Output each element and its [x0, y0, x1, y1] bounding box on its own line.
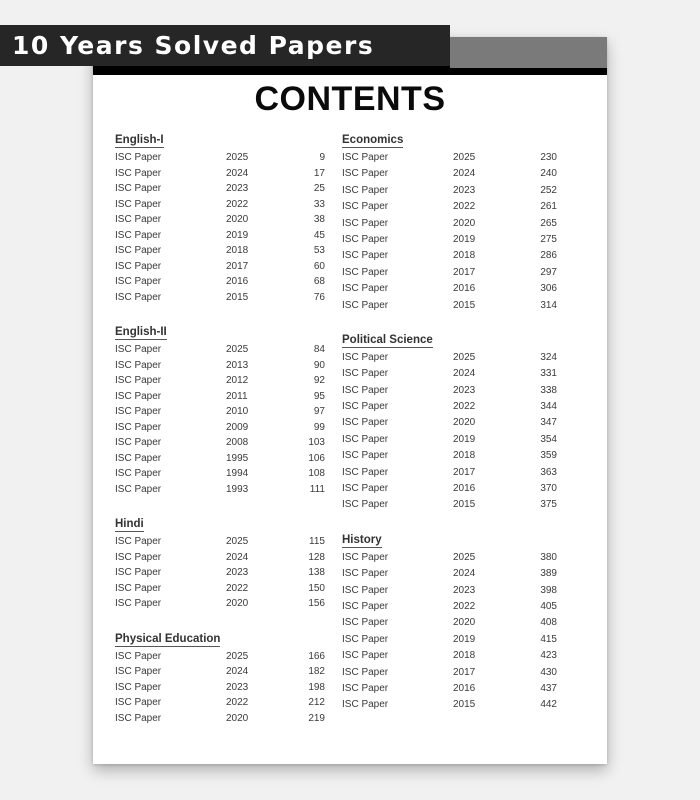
paper-year: 2024: [453, 368, 476, 380]
contents-row: [342, 699, 557, 715]
paper-label: ISC Paper: [342, 499, 389, 511]
page-number: 198: [308, 681, 325, 693]
contents-row: [115, 713, 330, 729]
paper-year: 2022: [226, 582, 249, 594]
paper-year: 2020: [226, 214, 249, 225]
contents-row: [115, 567, 330, 583]
series-banner: 10 Years Solved Papers: [0, 25, 450, 66]
contents-row: [342, 499, 557, 515]
section-title: English-I: [115, 134, 164, 146]
page-number: 106: [308, 452, 325, 464]
paper-label: ISC Paper: [342, 266, 389, 278]
contents-section: [115, 320, 330, 499]
page-number: 103: [308, 437, 325, 448]
contents-row: [342, 650, 557, 666]
paper-label: ISC Paper: [342, 168, 389, 180]
contents-row: [342, 300, 557, 316]
page-title: CONTENTS: [254, 80, 446, 118]
page-number: 111: [309, 483, 325, 495]
contents-row: [115, 214, 330, 230]
paper-year: 2020: [453, 617, 476, 629]
page-number: 344: [540, 401, 557, 413]
contents-row: [342, 168, 557, 184]
contents-row: [342, 368, 557, 384]
contents-row: [342, 401, 557, 417]
paper-label: ISC Paper: [115, 183, 162, 194]
paper-year: 2011: [226, 390, 248, 402]
paper-label: ISC Paper: [115, 276, 162, 287]
page-number: 230: [540, 152, 557, 163]
contents-row: [115, 682, 330, 698]
page-number: 389: [540, 568, 557, 580]
paper-label: ISC Paper: [115, 697, 162, 708]
paper-label: ISC Paper: [115, 681, 162, 693]
paper-year: 2023: [226, 681, 249, 693]
paper-label: ISC Paper: [115, 598, 162, 609]
paper-label: ISC Paper: [115, 712, 162, 724]
page-number: 17: [313, 167, 325, 179]
contents-row: [115, 183, 330, 199]
paper-year: 2020: [226, 598, 249, 609]
paper-label: ISC Paper: [115, 650, 162, 662]
paper-label: ISC Paper: [115, 536, 162, 547]
paper-label: ISC Paper: [115, 359, 162, 371]
contents-row: [115, 697, 330, 713]
contents-row: [115, 152, 330, 168]
paper-label: ISC Paper: [342, 617, 389, 629]
page-number: 68: [313, 276, 325, 287]
page-number: 219: [308, 712, 325, 724]
paper-label: ISC Paper: [115, 666, 162, 677]
section-title: History: [342, 533, 382, 546]
paper-year: 2020: [226, 712, 249, 724]
contents-row: [342, 483, 557, 499]
paper-year: 2016: [453, 483, 476, 495]
paper-label: ISC Paper: [115, 468, 162, 479]
page-number: 38: [313, 214, 325, 225]
page-number: 182: [308, 666, 325, 677]
paper-year: 2025: [453, 152, 476, 163]
contents-row: [342, 234, 557, 250]
paper-year: 2020: [453, 417, 476, 429]
page-number: 408: [540, 617, 557, 629]
page-number: 430: [540, 666, 557, 678]
page-number: 212: [308, 697, 325, 708]
paper-year: 2009: [226, 421, 249, 433]
contents-row: [115, 536, 330, 552]
paper-label: ISC Paper: [342, 584, 389, 596]
paper-label: ISC Paper: [115, 567, 162, 578]
page-number: 115: [309, 536, 325, 547]
contents-row: [115, 292, 330, 308]
paper-label: ISC Paper: [115, 344, 162, 355]
paper-year: 2017: [453, 266, 476, 278]
page-number: 286: [540, 250, 557, 262]
paper-year: 1993: [226, 483, 249, 495]
page-number: 138: [308, 567, 325, 578]
page-number: 265: [540, 217, 557, 229]
paper-year: 2015: [226, 291, 249, 303]
contents-column-left: [115, 128, 330, 741]
paper-year: 2024: [226, 551, 249, 563]
page-number: 95: [313, 390, 325, 402]
paper-year: 2015: [453, 699, 476, 711]
page-number: 306: [540, 283, 557, 295]
paper-label: ISC Paper: [342, 568, 389, 580]
paper-label: ISC Paper: [342, 699, 389, 711]
paper-year: 2017: [226, 260, 249, 272]
contents-section: [342, 128, 557, 316]
paper-year: 2018: [453, 650, 476, 662]
paper-year: 2023: [226, 183, 249, 194]
paper-year: 2018: [226, 245, 249, 256]
page-number: 423: [540, 650, 557, 662]
paper-year: 2025: [453, 351, 476, 363]
page-number: 33: [313, 198, 325, 210]
contents-row: [115, 651, 330, 667]
paper-label: ISC Paper: [115, 406, 162, 417]
page-number: 338: [540, 384, 557, 396]
page-number: 99: [313, 421, 325, 433]
paper-year: 2024: [226, 167, 249, 179]
contents-row: [342, 152, 557, 168]
paper-year: 2024: [226, 666, 249, 677]
page-number: 331: [540, 368, 557, 380]
contents-row: [342, 250, 557, 266]
contents-row: [342, 434, 557, 450]
page-number: 437: [540, 682, 557, 694]
contents-section: [115, 128, 330, 307]
contents-row: [342, 385, 557, 401]
paper-year: 2012: [226, 375, 249, 386]
paper-year: 2008: [226, 437, 249, 448]
paper-year: 2015: [453, 299, 476, 311]
paper-year: 2022: [453, 401, 476, 413]
page-number: 324: [540, 351, 557, 363]
contents-row: [115, 598, 330, 614]
page-number: 92: [313, 375, 325, 386]
page-number: 314: [540, 299, 557, 311]
paper-year: 2023: [453, 584, 476, 596]
paper-label: ISC Paper: [342, 466, 389, 478]
paper-label: ISC Paper: [342, 201, 389, 213]
paper-label: ISC Paper: [115, 245, 162, 256]
paper-label: ISC Paper: [342, 633, 389, 645]
contents-section: [342, 528, 557, 716]
page-number: 108: [308, 468, 325, 479]
page-number: 128: [308, 551, 325, 563]
paper-label: ISC Paper: [342, 450, 389, 462]
paper-label: ISC Paper: [342, 650, 389, 662]
page-number: 9: [319, 152, 325, 163]
page-number: 347: [540, 417, 557, 429]
contents-row: [342, 634, 557, 650]
paper-year: 2019: [453, 433, 476, 445]
contents-row: [342, 417, 557, 433]
paper-year: 2016: [453, 283, 476, 295]
paper-label: ISC Paper: [342, 551, 389, 563]
paper-year: 2016: [226, 276, 249, 287]
paper-label: ISC Paper: [115, 198, 162, 210]
page-top-band-accent: [450, 37, 607, 68]
section-title: Hindi: [115, 518, 144, 530]
page-number: 166: [308, 650, 325, 662]
page-number: 375: [540, 499, 557, 511]
page-number: 97: [313, 406, 325, 417]
contents-row: [342, 201, 557, 217]
contents-row: [342, 617, 557, 633]
paper-label: ISC Paper: [342, 184, 389, 196]
paper-year: 2025: [453, 551, 476, 563]
paper-label: ISC Paper: [342, 682, 389, 694]
paper-year: 2025: [226, 650, 249, 662]
contents-row: [115, 468, 330, 484]
contents-row: [115, 552, 330, 568]
page-number: 359: [540, 450, 557, 462]
paper-year: 2019: [453, 233, 476, 245]
contents-row: [115, 484, 330, 500]
contents-row: [342, 667, 557, 683]
paper-year: 2022: [226, 697, 249, 708]
paper-label: ISC Paper: [342, 351, 389, 363]
page-number: 354: [540, 433, 557, 445]
paper-year: 2018: [453, 450, 476, 462]
paper-year: 1995: [226, 452, 249, 464]
paper-label: ISC Paper: [342, 433, 389, 445]
contents-row: [115, 360, 330, 376]
paper-year: 2023: [453, 384, 476, 396]
paper-year: 2019: [453, 633, 476, 645]
paper-year: 2022: [453, 600, 476, 612]
paper-year: 2019: [226, 229, 249, 241]
page-number: 45: [313, 229, 325, 241]
paper-year: 2025: [226, 344, 249, 355]
contents-row: [342, 450, 557, 466]
paper-year: 2010: [226, 406, 249, 417]
contents-row: [342, 283, 557, 299]
page-number: 240: [540, 168, 557, 180]
page-number: 84: [313, 344, 325, 355]
paper-label: ISC Paper: [115, 452, 162, 464]
paper-year: 2016: [453, 682, 476, 694]
page-number: 370: [540, 483, 557, 495]
page-number: 380: [540, 551, 557, 563]
contents-row: [115, 406, 330, 422]
paper-label: ISC Paper: [342, 384, 389, 396]
contents-row: [115, 245, 330, 261]
paper-year: 2025: [226, 536, 249, 547]
page-number: 363: [540, 466, 557, 478]
contents-row: [342, 267, 557, 283]
paper-year: 2025: [226, 152, 249, 163]
contents-section: [342, 328, 557, 516]
paper-label: ISC Paper: [115, 390, 162, 402]
contents-row: [342, 552, 557, 568]
paper-label: ISC Paper: [342, 666, 389, 678]
page-number: 90: [313, 359, 325, 371]
paper-label: ISC Paper: [342, 283, 389, 295]
paper-year: 2018: [453, 250, 476, 262]
page-number: 60: [313, 260, 325, 272]
paper-label: ISC Paper: [115, 229, 162, 241]
page-number: 53: [313, 245, 325, 256]
contents-row: [115, 230, 330, 246]
section-title: Economics: [342, 134, 404, 146]
paper-label: ISC Paper: [342, 233, 389, 245]
paper-label: ISC Paper: [115, 214, 162, 225]
contents-row: [342, 467, 557, 483]
paper-label: ISC Paper: [342, 250, 389, 262]
page-number: 275: [540, 233, 557, 245]
paper-year: 2022: [226, 198, 249, 210]
page-number: 297: [540, 266, 557, 278]
paper-label: ISC Paper: [115, 551, 162, 563]
contents-row: [342, 218, 557, 234]
paper-label: ISC Paper: [342, 483, 389, 495]
paper-year: 2024: [453, 168, 476, 180]
contents-row: [342, 683, 557, 699]
paper-label: ISC Paper: [115, 291, 162, 303]
contents-row: [115, 168, 330, 184]
page-number: 415: [540, 633, 557, 645]
paper-year: 2020: [453, 217, 476, 229]
paper-label: ISC Paper: [342, 152, 389, 163]
paper-label: ISC Paper: [342, 401, 389, 413]
paper-year: 2017: [453, 466, 476, 478]
contents-row: [115, 199, 330, 215]
paper-label: ISC Paper: [115, 167, 162, 179]
contents-row: [115, 261, 330, 277]
page-number: 156: [308, 598, 325, 609]
page-number: 150: [308, 582, 325, 594]
contents-row: [115, 437, 330, 453]
contents-row: [115, 276, 330, 292]
contents-row: [342, 601, 557, 617]
paper-label: ISC Paper: [115, 152, 162, 163]
paper-year: 2024: [453, 568, 476, 580]
contents-section: [115, 627, 330, 729]
contents-row: [342, 185, 557, 201]
paper-year: 2023: [453, 184, 476, 196]
section-title: Physical Education: [115, 632, 221, 645]
contents-row: [342, 568, 557, 584]
contents-row: [115, 453, 330, 469]
section-title: English-II: [115, 326, 167, 338]
paper-year: 2022: [453, 201, 476, 213]
paper-label: ISC Paper: [342, 299, 389, 311]
page-number: 25: [313, 183, 325, 194]
page-number: 261: [540, 201, 557, 213]
page-number: 398: [540, 584, 557, 596]
paper-label: ISC Paper: [115, 437, 162, 448]
paper-label: ISC Paper: [115, 483, 162, 495]
paper-year: 1994: [226, 468, 249, 479]
contents-row: [115, 422, 330, 438]
paper-label: ISC Paper: [115, 421, 162, 433]
paper-year: 2017: [453, 666, 476, 678]
paper-label: ISC Paper: [342, 600, 389, 612]
contents-row: [115, 344, 330, 360]
page-number: 76: [313, 291, 325, 303]
paper-label: ISC Paper: [115, 375, 162, 386]
contents-column-right: [342, 128, 557, 728]
contents-row: [115, 391, 330, 407]
contents-row: [115, 583, 330, 599]
contents-row: [342, 585, 557, 601]
contents-section: [115, 512, 330, 614]
paper-year: 2023: [226, 567, 249, 578]
paper-label: ISC Paper: [115, 582, 162, 594]
contents-row: [342, 352, 557, 368]
page-number: 405: [540, 600, 557, 612]
paper-year: 2013: [226, 359, 249, 371]
page-number: 442: [540, 699, 557, 711]
contents-row: [115, 666, 330, 682]
paper-label: ISC Paper: [342, 217, 389, 229]
paper-label: ISC Paper: [342, 417, 389, 429]
paper-year: 2015: [453, 499, 476, 511]
contents-row: [115, 375, 330, 391]
paper-label: ISC Paper: [115, 260, 162, 272]
page-number: 252: [540, 184, 557, 196]
section-title: Political Science: [342, 333, 433, 346]
paper-label: ISC Paper: [342, 368, 389, 380]
